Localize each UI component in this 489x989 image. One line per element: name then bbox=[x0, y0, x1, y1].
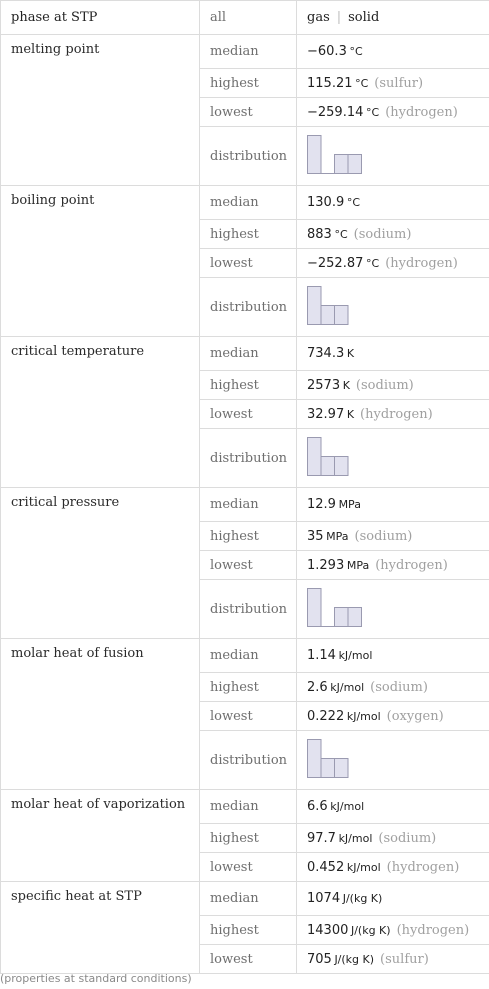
stat-label-lowest: lowest bbox=[200, 853, 297, 882]
distribution-histogram bbox=[297, 286, 367, 328]
properties-table-body bbox=[1, 1, 489, 974]
value-number: 14300 bbox=[307, 922, 349, 938]
value-number: 1.293 bbox=[307, 557, 345, 573]
value-number: 883 bbox=[307, 226, 332, 242]
histogram-bar bbox=[335, 155, 349, 174]
distribution-histogram bbox=[297, 739, 367, 781]
stat-label-median: median bbox=[200, 639, 297, 673]
stat-label-distribution: distribution bbox=[200, 127, 297, 186]
value-element-note: (sodium) bbox=[355, 377, 414, 393]
value-unit: kJ/mol bbox=[346, 860, 381, 874]
stat-label-median: median bbox=[200, 790, 297, 824]
stat-label-median: median bbox=[200, 488, 297, 522]
stat-value-highest bbox=[297, 824, 489, 853]
stat-value-lowest bbox=[297, 249, 489, 278]
value-number: 6.6 bbox=[307, 799, 328, 814]
stat-label-lowest: lowest bbox=[200, 945, 297, 974]
stat-label-distribution: distribution bbox=[200, 580, 297, 639]
stat-label-lowest: lowest bbox=[200, 400, 297, 429]
value-element-note: (hydrogen) bbox=[386, 859, 460, 875]
value-number: 32.97 bbox=[307, 406, 345, 422]
property-name: critical pressure bbox=[1, 488, 200, 639]
stat-value-median bbox=[297, 790, 489, 824]
value-unit: J/(kg K) bbox=[334, 952, 375, 966]
stat-value-highest bbox=[297, 69, 489, 98]
stat-value-highest bbox=[297, 673, 489, 702]
value-number: 1.14 bbox=[307, 648, 336, 663]
property-name: melting point bbox=[1, 35, 200, 186]
stat-value-highest bbox=[297, 916, 489, 945]
value-element-note: (sodium) bbox=[378, 830, 437, 846]
histogram-bar bbox=[308, 438, 322, 476]
stat-label-lowest: lowest bbox=[200, 249, 297, 278]
histogram-bar bbox=[308, 740, 322, 778]
phase-separator: | bbox=[336, 10, 342, 25]
histogram-bar bbox=[308, 136, 322, 174]
value-element-note: (hydrogen) bbox=[385, 104, 458, 120]
stat-value-lowest bbox=[297, 853, 489, 882]
stat-label-lowest: lowest bbox=[200, 551, 297, 580]
distribution-cell bbox=[297, 731, 489, 790]
value-element-note: (sodium) bbox=[370, 679, 428, 695]
footnote: (properties at standard conditions) bbox=[0, 972, 192, 985]
stat-value-lowest bbox=[297, 400, 489, 429]
value-unit: °C bbox=[355, 76, 369, 90]
header-label: phase at STP bbox=[1, 1, 200, 35]
stat-label-lowest: lowest bbox=[200, 702, 297, 731]
value-unit: kJ/mol bbox=[330, 800, 365, 813]
stat-label-median: median bbox=[200, 186, 297, 220]
histogram-bar bbox=[335, 457, 349, 476]
value-unit: K bbox=[342, 378, 350, 392]
stat-value-highest bbox=[297, 220, 489, 249]
value-number: 130.9 bbox=[307, 195, 345, 210]
property-name: molar heat of vaporization bbox=[1, 790, 200, 882]
histogram-bar bbox=[335, 759, 349, 778]
histogram-bar bbox=[335, 608, 349, 627]
property-row bbox=[1, 882, 489, 916]
stat-label-median: median bbox=[200, 35, 297, 69]
stat-label-median: median bbox=[200, 337, 297, 371]
distribution-histogram bbox=[297, 437, 367, 479]
stat-label-lowest: lowest bbox=[200, 98, 297, 127]
stat-label-highest: highest bbox=[200, 371, 297, 400]
value-number: 0.222 bbox=[307, 708, 345, 724]
stat-value-median bbox=[297, 337, 489, 371]
value-unit: J/(kg K) bbox=[342, 892, 383, 905]
value-number: 35 bbox=[307, 528, 324, 544]
value-number: 2573 bbox=[307, 377, 341, 393]
header-phases bbox=[297, 1, 489, 35]
property-name: specific heat at STP bbox=[1, 882, 200, 974]
value-number: 12.9 bbox=[307, 497, 336, 512]
distribution-cell bbox=[297, 127, 489, 186]
stat-label-highest: highest bbox=[200, 522, 297, 551]
value-number: 1074 bbox=[307, 891, 341, 906]
distribution-histogram bbox=[297, 588, 367, 630]
stat-value-highest bbox=[297, 371, 489, 400]
stat-value-highest bbox=[297, 522, 489, 551]
stat-value-median bbox=[297, 186, 489, 220]
value-number: 734.3 bbox=[307, 346, 345, 361]
stat-value-lowest bbox=[297, 551, 489, 580]
value-element-note: (hydrogen) bbox=[396, 922, 470, 938]
value-element-note: (sodium) bbox=[354, 528, 413, 544]
value-unit: MPa bbox=[338, 498, 361, 511]
property-row bbox=[1, 35, 489, 69]
stat-value-median bbox=[297, 35, 489, 69]
histogram-bar bbox=[335, 306, 349, 325]
property-row bbox=[1, 488, 489, 522]
value-number: 97.7 bbox=[307, 830, 336, 846]
property-row bbox=[1, 337, 489, 371]
value-unit: MPa bbox=[326, 529, 349, 543]
value-element-note: (sodium) bbox=[353, 226, 412, 242]
distribution-cell bbox=[297, 580, 489, 639]
histogram-bar bbox=[308, 287, 322, 325]
value-number: 115.21 bbox=[307, 75, 353, 91]
stat-label-median: median bbox=[200, 882, 297, 916]
phase-solid: solid bbox=[348, 10, 380, 25]
stat-label-highest: highest bbox=[200, 69, 297, 98]
value-unit: J/(kg K) bbox=[350, 923, 391, 937]
distribution-histogram bbox=[297, 135, 367, 177]
value-element-note: (oxygen) bbox=[386, 708, 444, 724]
property-name: molar heat of fusion bbox=[1, 639, 200, 790]
property-row bbox=[1, 639, 489, 673]
stat-label-highest: highest bbox=[200, 220, 297, 249]
histogram-bar bbox=[348, 155, 362, 174]
header-row bbox=[1, 1, 489, 35]
value-element-note: (hydrogen) bbox=[360, 406, 433, 422]
value-unit: MPa bbox=[346, 558, 370, 572]
stat-label-highest: highest bbox=[200, 673, 297, 702]
property-row bbox=[1, 186, 489, 220]
value-number: 0.452 bbox=[307, 859, 345, 875]
stat-value-lowest bbox=[297, 702, 489, 731]
value-unit: °C bbox=[349, 45, 363, 58]
value-element-note: (hydrogen) bbox=[385, 255, 458, 271]
histogram-bar bbox=[348, 608, 362, 627]
value-unit: kJ/mol bbox=[346, 709, 381, 723]
value-element-note: (sulfur) bbox=[380, 951, 429, 967]
stat-value-lowest bbox=[297, 98, 489, 127]
stat-label-distribution: distribution bbox=[200, 278, 297, 337]
histogram-bar bbox=[321, 457, 335, 476]
stat-label-distribution: distribution bbox=[200, 429, 297, 488]
stat-label-highest: highest bbox=[200, 824, 297, 853]
histogram-bar bbox=[321, 759, 335, 778]
stat-label-distribution: distribution bbox=[200, 731, 297, 790]
stat-value-lowest bbox=[297, 945, 489, 974]
value-unit: °C bbox=[334, 227, 348, 241]
value-unit: °C bbox=[346, 196, 361, 209]
property-name: boiling point bbox=[1, 186, 200, 337]
value-unit: °C bbox=[366, 105, 380, 119]
value-unit: kJ/mol bbox=[330, 680, 365, 694]
value-element-note: (hydrogen) bbox=[375, 557, 448, 573]
stat-value-median bbox=[297, 488, 489, 522]
value-unit: °C bbox=[366, 256, 380, 270]
value-number: −252.87 bbox=[307, 255, 364, 271]
property-row bbox=[1, 790, 489, 824]
value-unit: K bbox=[346, 407, 355, 421]
phase-gas: gas bbox=[307, 10, 330, 25]
histogram-bar bbox=[321, 306, 335, 325]
stat-value-median bbox=[297, 882, 489, 916]
property-name: critical temperature bbox=[1, 337, 200, 488]
distribution-cell bbox=[297, 429, 489, 488]
distribution-cell bbox=[297, 278, 489, 337]
stat-label-highest: highest bbox=[200, 916, 297, 945]
value-number: −60.3 bbox=[307, 44, 347, 59]
histogram-bar bbox=[308, 589, 322, 627]
value-element-note: (sulfur) bbox=[374, 75, 424, 91]
value-unit: kJ/mol bbox=[338, 649, 373, 662]
stat-value-median bbox=[297, 639, 489, 673]
value-number: 2.6 bbox=[307, 679, 328, 695]
value-number: 705 bbox=[307, 951, 332, 967]
header-group: all bbox=[200, 1, 297, 35]
value-unit: K bbox=[346, 347, 355, 360]
value-number: −259.14 bbox=[307, 104, 364, 120]
value-unit: kJ/mol bbox=[338, 831, 373, 845]
